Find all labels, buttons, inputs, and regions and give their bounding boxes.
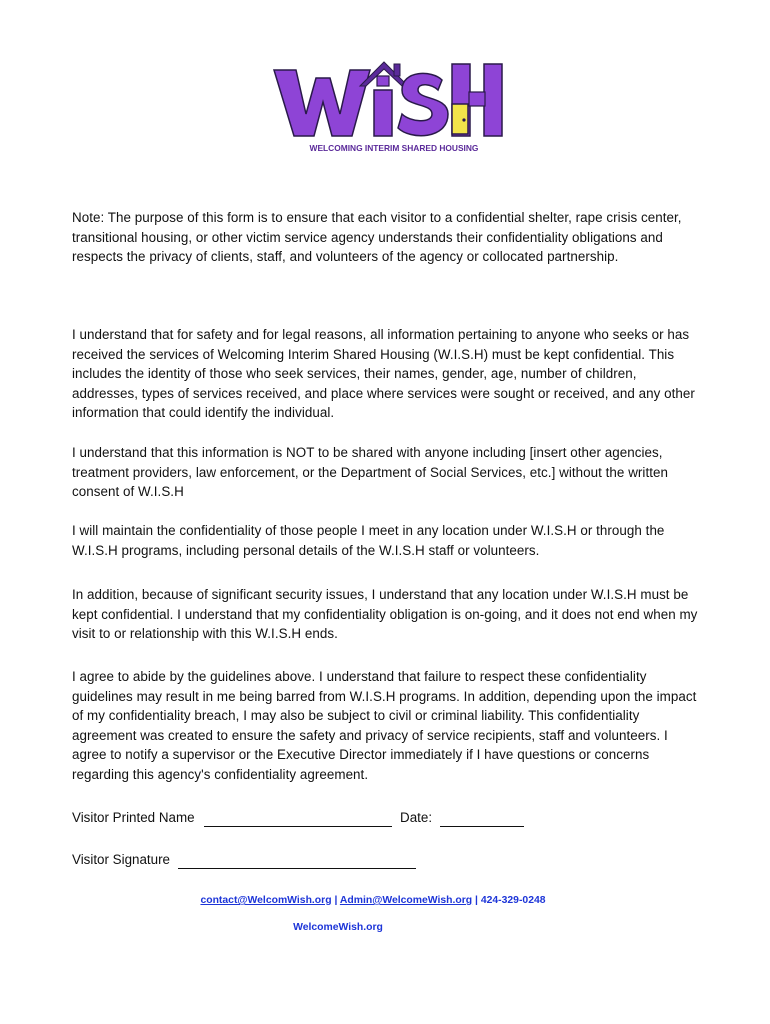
confidentiality-paragraph-1: I understand that for safety and for legal reasons, all information pertaining to anyone who seeks or has received the services of Welcoming Interim Shared Housing (W.I.S.H) must be kept confidential. This includes the identity of those who seek services, their names, gender, age, number of children, addresses, types of services received, and place where services were sought or received, and any other information that could identify the individual. <box>72 327 695 421</box>
confidentiality-paragraph-5: I agree to abide by the guidelines above. I understand that failure to respect these confidentiality guidelines may result in me being barred from W.I.S.H programs. In addition, depending upon the impact of my confidentiality breach, I may also be subject to civil or criminal liability. This confidentiality agreement was created to ensure the safety and privacy of service recipients, staff and volunteers. I agree to notify a supervisor or the Executive Director immediately if I have questions or concerns regarding this agency's confidentiality agreement. <box>72 669 697 782</box>
phone-number: 424-329-0248 <box>480 895 546 906</box>
wish-logo-graphic <box>270 56 510 156</box>
logo-letter-h-right <box>484 64 502 136</box>
confidentiality-paragraph-3: I will maintain the confidentiality of those people I meet in any location under W.I.S.H or through the W.I.S.H programs, including personal details of the W.I.S.H staff or volunteers. <box>72 523 665 558</box>
confidentiality-paragraph-4: In addition, because of significant security issues, I understand that any location under W.I.S.H must be kept confidential. I understand that my confidentiality obligation is on-going, and it does not end when my visit to or relationship with this W.I.S.H ends. <box>72 587 698 642</box>
logo-chimney <box>394 64 400 76</box>
logo-i-dot <box>377 76 389 86</box>
footer-separator-1: | <box>334 895 338 906</box>
signature-row <box>72 850 416 869</box>
confidentiality-paragraph-2: I understand that this information is NOT to be shared with anyone including [insert other agencies, treatment providers, law enforcement, or the Department of Social Services, etc.] without the written consent of W.I.S.H <box>72 445 668 500</box>
date-field[interactable] <box>440 814 524 827</box>
signature-field[interactable] <box>178 856 416 869</box>
wish-logo <box>270 56 510 156</box>
admin-email-link[interactable]: Admin@WelcomeWish.org <box>339 895 473 906</box>
logo-letter-s <box>398 73 448 135</box>
contact-email-link[interactable]: contact@WelcomWish.org <box>200 895 332 906</box>
footer-contacts <box>0 895 758 906</box>
footer-website <box>0 922 723 933</box>
printed-name-label: Visitor Printed Name <box>72 810 195 825</box>
printed-name-row <box>72 808 524 827</box>
website-link[interactable]: WelcomeWish.org <box>293 922 383 933</box>
logo-letter-h-bar <box>469 92 485 106</box>
date-label: Date: <box>400 810 433 825</box>
logo-door <box>452 104 468 134</box>
footer-separator-2: | <box>475 895 478 906</box>
signature-label: Visitor Signature <box>72 852 171 867</box>
printed-name-field[interactable] <box>204 814 392 827</box>
note-paragraph: Note: The purpose of this form is to ensure that each visitor to a confidential shelter, rape crisis center, transitional housing, or other victim service agency understands their confidentiality obligations and respects the privacy of clients, staff, and volunteers of the agency or collocated partnership. <box>72 210 682 265</box>
logo-tagline: WELCOMING INTERIM SHARED HOUSING <box>309 143 479 153</box>
logo-letter-w <box>274 70 370 136</box>
logo-letter-i <box>374 90 392 136</box>
logo-door-knob <box>462 118 465 121</box>
